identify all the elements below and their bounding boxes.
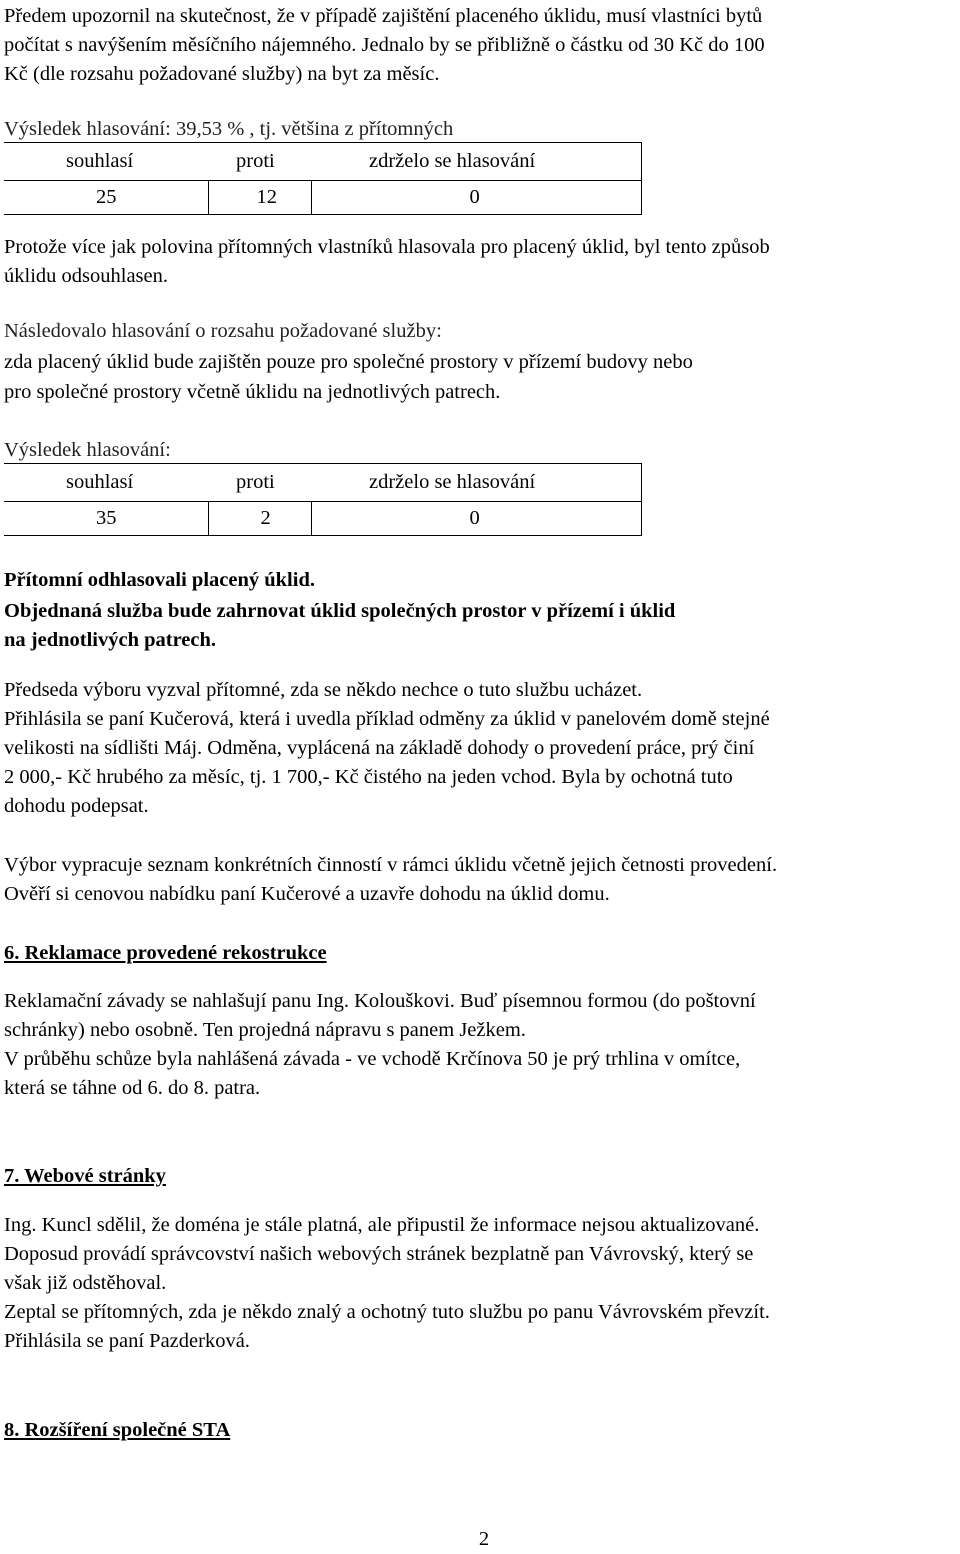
vote1-value-abstain: 0 xyxy=(311,181,641,215)
vote2-header-abstain: zdrželo se hlasování xyxy=(311,464,641,502)
vote1-value-row xyxy=(4,181,641,215)
page-number: 2 xyxy=(478,1528,490,1550)
section-7-heading: 7. Webové stránky xyxy=(4,1165,166,1187)
section-6-line-4: která se táhne od 6. do 8. patra. xyxy=(4,1077,261,1099)
section-6-line-2: schránky) nebo osobně. Ten projedná nápravu s panem Ježkem. xyxy=(4,1019,526,1041)
section-7-line-3: však již odstěhoval. xyxy=(4,1272,167,1294)
section-6-line-1: Reklamační závady se nahlašují panu Ing. Kolouškovi. Buď písemnou formou (do poštovní xyxy=(4,990,756,1012)
vote2-result-line: Výsledek hlasování: xyxy=(4,439,171,461)
decision-line-1: Přítomní odhlasovali placený úklid. xyxy=(4,569,315,591)
decision-line-2: Objednaná služba bude zahrnovat úklid společných prostor v přízemí i úklid xyxy=(4,600,676,622)
section-7-line-5: Přihlásila se paní Pazderková. xyxy=(4,1330,250,1352)
scope-line-2: zda placený úklid bude zajištěn pouze pro společné prostory v přízemí budovy nebo xyxy=(4,351,693,373)
chairman-line-1: Předseda výboru vyzval přítomné, zda se někdo nechce o tuto službu ucházet. xyxy=(4,679,643,701)
section-6-line-3: V průběhu schůze byla nahlášená závada - ve vchodě Krčínova 50 je prý trhlina v omítce, xyxy=(4,1048,741,1070)
after-vote1-line-1: Protože více jak polovina přítomných vlastníků hlasovala pro placený úklid, byl tento způsob xyxy=(4,236,770,258)
intro-line-2: počítat s navýšením měsíčního nájemného. Jednalo by se přibližně o částku od 30 Kč do 100 xyxy=(4,34,765,56)
vote2-value-abstain: 0 xyxy=(311,502,641,536)
vote1-value-against: 12 xyxy=(208,181,311,215)
vote1-value-agree: 25 xyxy=(4,181,208,215)
intro-line-3: Kč (dle rozsahu požadované služby) na byt za měsíc. xyxy=(4,63,440,85)
section-7-line-1: Ing. Kuncl sdělil, že doména je stále platná, ale připustil že informace nejsou aktualizované. xyxy=(4,1214,760,1236)
section-7-line-4: Zeptal se přítomných, zda je někdo znalý a ochotný tuto službu po panu Vávrovském převzít. xyxy=(4,1301,770,1323)
vote2-value-row xyxy=(4,502,641,536)
intro-line-1: Předem upozornil na skutečnost, že v případě zajištění placeného úklidu, musí vlastníci bytů xyxy=(4,5,763,27)
chairman-line-2: Přihlásila se paní Kučerová, která i uvedla příklad odměny za úklid v panelovém domě stejné xyxy=(4,708,770,730)
vote2-value-against: 2 xyxy=(208,502,311,536)
chairman-line-4: 2 000,- Kč hrubého za měsíc, tj. 1 700,- Kč čistého na jeden vchod. Byla by ochotná tuto xyxy=(4,766,733,788)
committee-line-2: Ověří si cenovou nabídku paní Kučerové a uzavře dohodu na úklid domu. xyxy=(4,883,610,905)
chairman-line-3: velikosti na sídlišti Máj. Odměna, vyplácená na základě dohody o provedení práce, prý činí xyxy=(4,737,755,759)
vote2-header-agree: souhlasí xyxy=(4,464,208,502)
decision-line-3: na jednotlivých patrech. xyxy=(4,629,217,651)
vote2-header-against: proti xyxy=(208,464,311,502)
vote1-table xyxy=(4,142,642,215)
section-6-heading: 6. Reklamace provedené rekostrukce xyxy=(4,942,327,964)
vote1-header-row xyxy=(4,143,641,181)
vote1-header-agree: souhlasí xyxy=(4,143,208,181)
section-7-line-2: Doposud provádí správcovství našich webových stránek bezplatně pan Vávrovský, který se xyxy=(4,1243,754,1265)
scope-line-3: pro společné prostory včetně úklidu na jednotlivých patrech. xyxy=(4,381,501,403)
vote1-header-against: proti xyxy=(208,143,311,181)
vote2-value-agree: 35 xyxy=(4,502,208,536)
vote2-header-row xyxy=(4,464,641,502)
committee-line-1: Výbor vypracuje seznam konkrétních činností v rámci úklidu včetně jejich četnosti provedení. xyxy=(4,854,778,876)
vote1-header-abstain: zdrželo se hlasování xyxy=(311,143,641,181)
chairman-line-5: dohodu podepsat. xyxy=(4,795,149,817)
vote1-result-line: Výsledek hlasování: 39,53 % , tj. většina z přítomných xyxy=(4,118,454,140)
after-vote1-line-2: úklidu odsouhlasen. xyxy=(4,265,168,287)
section-8-heading: 8. Rozšíření společné STA xyxy=(4,1419,231,1441)
vote2-table xyxy=(4,463,642,536)
scope-line-1: Následovalo hlasování o rozsahu požadované služby: xyxy=(4,320,442,342)
